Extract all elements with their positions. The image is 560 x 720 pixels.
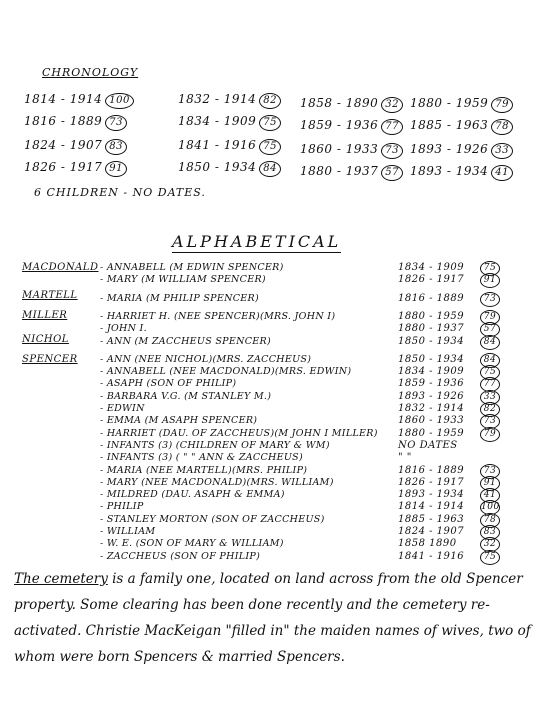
entry-age-circle: 73	[480, 464, 500, 479]
entry-text: - INFANTS (3) ( " " ANN & ZACCHEUS)	[100, 452, 303, 464]
surname-heading: NICHOL	[22, 334, 69, 345]
entry-dates: 1885 - 1963	[398, 513, 465, 525]
entry-age-circle: 78	[480, 513, 500, 528]
no-dates-note: 6 CHILDREN - NO DATES.	[34, 186, 206, 199]
chronology-range: 1880 - 1959	[410, 96, 489, 110]
chronology-range: 1850 - 1934	[178, 160, 257, 174]
entry-dates: 1816 - 1889	[398, 464, 465, 476]
entry-text: - ASAPH (SON OF PHILIP)	[100, 378, 237, 390]
entry-dates: 1880 - 1959	[398, 310, 465, 322]
chronology-entry	[24, 114, 127, 131]
surname-heading: MARTELL	[22, 290, 78, 301]
entry-text: - MILDRED (DAU. ASAPH & EMMA)	[100, 489, 285, 501]
entry-dates: 1893 - 1934	[398, 489, 465, 501]
surname-heading: MILLER	[22, 310, 68, 321]
chronology-age-circle: 83	[105, 139, 127, 155]
entry-text: - STANLEY MORTON (SON OF ZACCHEUS)	[100, 513, 325, 525]
entry-dates: 1880 - 1959	[398, 427, 465, 439]
chronology-age-circle: 75	[259, 139, 281, 155]
entry-dates: " "	[398, 452, 412, 464]
entry-age-circle: 91	[480, 273, 500, 288]
entry-dates: 1824 - 1907	[398, 526, 465, 537]
entry-age-circle: 82	[480, 402, 500, 417]
chronology-age-circle: 73	[105, 115, 127, 131]
cemetery-note-lead: The cemetery	[14, 571, 108, 587]
entry-dates: 1858 1890	[398, 538, 457, 550]
entry-age-circle: 79	[480, 427, 500, 442]
chronology-range: 1880 - 1937	[300, 164, 379, 178]
entry-text: - PHILIP	[100, 501, 144, 513]
chronology-entry	[410, 96, 513, 113]
entry-text: - ANN (M ZACCHEUS SPENCER)	[100, 335, 271, 347]
entry-dates: 1880 - 1937	[398, 323, 465, 335]
chronology-range: 1816 - 1889	[24, 114, 103, 128]
alphabetical-title: ALPHABETICAL	[172, 232, 342, 251]
entry-age-circle: 75	[480, 261, 500, 276]
chronology-entry	[24, 92, 134, 109]
chronology-entry	[410, 118, 513, 135]
entry-dates: 1826 - 1917	[398, 274, 465, 286]
chronology-range: 1826 - 1917	[24, 160, 103, 174]
chronology-age-circle: 33	[491, 143, 513, 159]
entry-text: - ANN (NEE NICHOL)(MRS. ZACCHEUS)	[100, 353, 312, 365]
entry-text: - ANNABELL (NEE MACDONALD)(MRS. EDWIN)	[100, 366, 352, 378]
entry-age-circle: 75	[480, 550, 500, 565]
entry-age-circle: 33	[480, 390, 500, 405]
entry-text: - INFANTS (3) (CHILDREN OF MARY & WM)	[100, 439, 330, 451]
entry-text: - MARIA (M PHILIP SPENCER)	[100, 292, 259, 304]
entry-age-circle: 41	[480, 488, 500, 503]
chronology-entry	[24, 138, 127, 155]
entry-dates: 1860 - 1933	[398, 415, 465, 427]
entry-age-circle: 83	[480, 525, 500, 540]
chronology-range: 1859 - 1936	[300, 118, 379, 132]
surname-heading: MACDONALD	[22, 262, 99, 273]
chronology-entry	[410, 164, 513, 181]
entry-text: - BARBARA V.G. (M STANLEY M.)	[100, 390, 272, 402]
entry-text: - ZACCHEUS (SON OF PHILIP)	[100, 550, 261, 562]
chronology-range: 1814 - 1914	[24, 92, 103, 106]
chronology-range: 1834 - 1909	[178, 114, 257, 128]
chronology-age-circle: 75	[259, 115, 281, 131]
chronology-entry	[178, 92, 281, 109]
chronology-entry	[410, 142, 513, 159]
entry-text: - MARY (NEE MACDONALD)(MRS. WILLIAM)	[100, 476, 334, 488]
chronology-age-circle: 84	[259, 161, 281, 177]
entry-text: - JOHN I.	[100, 323, 147, 335]
entry-text: - MARY (M WILLIAM SPENCER)	[100, 274, 266, 286]
chronology-range: 1824 - 1907	[24, 138, 103, 152]
chronology-entry	[300, 142, 403, 159]
entry-age-circle: 100	[480, 500, 500, 515]
entry-age-circle: 57	[480, 322, 500, 337]
chronology-age-circle: 32	[381, 97, 403, 113]
chronology-entry	[300, 118, 403, 135]
chronology-title: CHRONOLOGY	[42, 66, 139, 79]
chronology-entry	[178, 114, 281, 131]
entry-text: - EDWIN	[100, 403, 145, 414]
entry-age-circle: 84	[480, 353, 500, 368]
chronology-age-circle: 91	[105, 161, 127, 177]
chronology-range: 1832 - 1914	[178, 92, 257, 106]
entry-age-circle: 84	[480, 335, 500, 350]
entry-text: - HARRIET (DAU. OF ZACCHEUS)(M JOHN I MILLER)	[100, 427, 378, 439]
entry-dates: 1859 - 1936	[398, 378, 465, 390]
entry-dates: 1832 - 1914	[398, 403, 465, 414]
entry-dates: 1841 - 1916	[398, 550, 465, 562]
cemetery-note	[14, 566, 542, 670]
chronology-age-circle: 100	[105, 93, 134, 109]
entry-dates: 1816 - 1889	[398, 292, 465, 304]
chronology-age-circle: 77	[381, 119, 403, 135]
entry-age-circle: 32	[480, 537, 500, 552]
chronology-age-circle: 41	[491, 165, 513, 181]
chronology-range: 1885 - 1963	[410, 118, 489, 132]
entry-age-circle: 75	[480, 365, 500, 380]
entry-dates: 1850 - 1934	[398, 335, 465, 347]
entry-dates: 1850 - 1934	[398, 353, 465, 365]
chronology-age-circle: 78	[491, 119, 513, 135]
entry-text: - W. E. (SON OF MARY & WILLIAM)	[100, 538, 284, 550]
chronology-entry	[24, 160, 127, 177]
chronology-entry	[300, 164, 403, 181]
entry-text: - EMMA (M ASAPH SPENCER)	[100, 415, 258, 427]
chronology-range: 1893 - 1926	[410, 142, 489, 156]
entry-age-circle: 73	[480, 292, 500, 307]
chronology-range: 1841 - 1916	[178, 138, 257, 152]
entry-age-circle: 73	[480, 414, 500, 429]
chronology-age-circle: 57	[381, 165, 403, 181]
entry-text: - WILLIAM	[100, 526, 156, 537]
entry-dates: 1826 - 1917	[398, 476, 465, 488]
entry-dates: 1834 - 1909	[398, 366, 465, 378]
entry-dates: 1814 - 1914	[398, 501, 465, 513]
cemetery-note-text: is a family one, located on land across from the old Spencer property. Some clearing has been done recently and the cemetery re-activated. Christie MacKeigan "filled in" the maiden names of wives, two of whom were born Spencers & married Spencers.	[14, 571, 531, 665]
chronology-entry	[178, 160, 281, 177]
entry-age-circle: 79	[480, 310, 500, 325]
entry-dates: NO DATES	[398, 439, 458, 451]
entry-text: - ANNABELL (M EDWIN SPENCER)	[100, 262, 284, 273]
chronology-age-circle: 79	[491, 97, 513, 113]
chronology-age-circle: 82	[259, 93, 281, 109]
chronology-range: 1860 - 1933	[300, 142, 379, 156]
entry-text: - MARIA (NEE MARTELL)(MRS. PHILIP)	[100, 464, 308, 476]
chronology-entry	[178, 138, 281, 155]
chronology-age-circle: 73	[381, 143, 403, 159]
entry-age-circle: 91	[480, 476, 500, 491]
chronology-range: 1893 - 1934	[410, 164, 489, 178]
entry-dates: 1834 - 1909	[398, 262, 465, 273]
entry-dates: 1893 - 1926	[398, 390, 465, 402]
surname-heading: SPENCER	[22, 354, 78, 365]
chronology-range: 1858 - 1890	[300, 96, 379, 110]
entry-age-circle: 77	[480, 377, 500, 392]
entry-text: - HARRIET H. (NEE SPENCER)(MRS. JOHN I)	[100, 310, 336, 322]
chronology-entry	[300, 96, 403, 113]
